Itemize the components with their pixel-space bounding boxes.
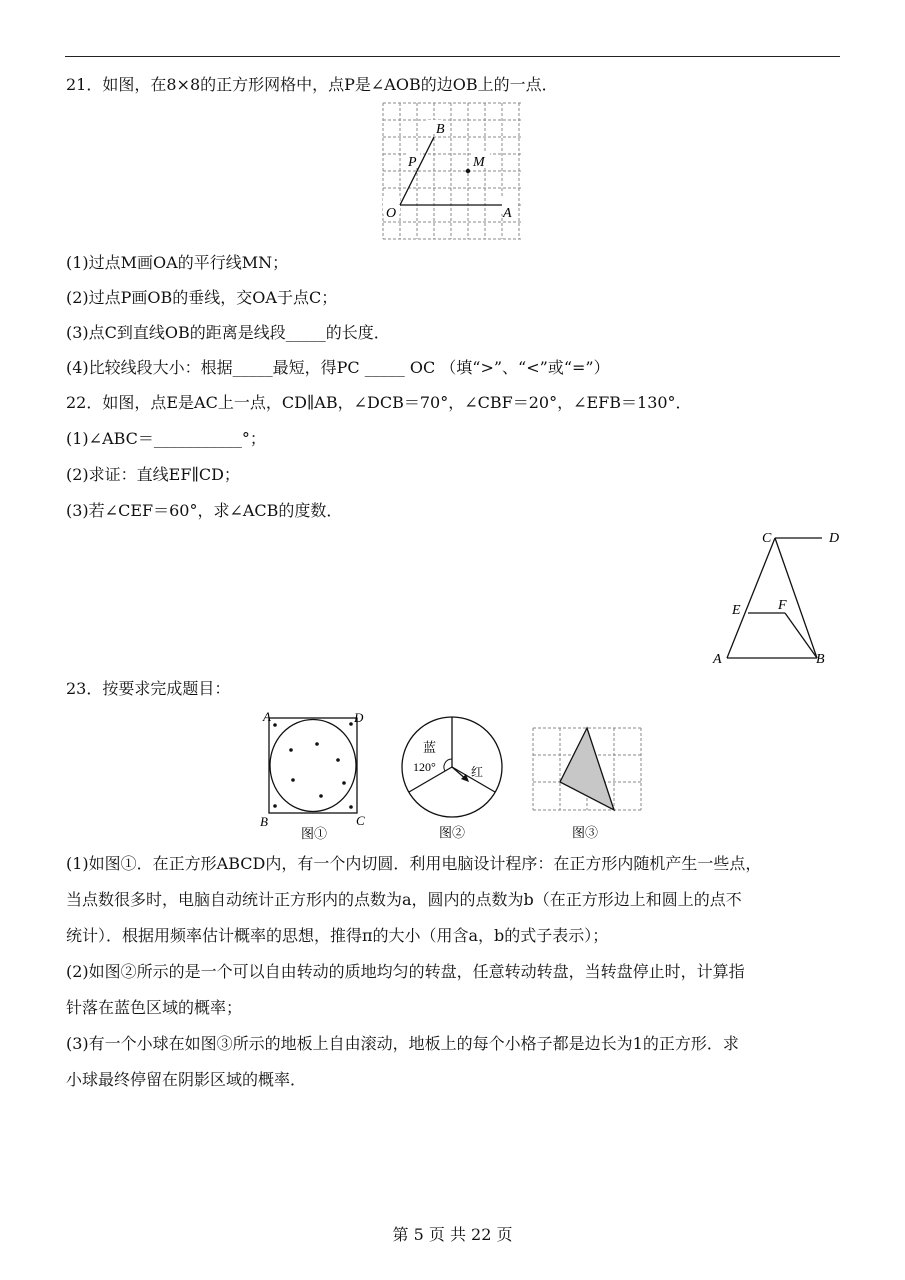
page-footer: 第 5 页 共 22 页 bbox=[392, 1225, 513, 1244]
q21-part2: (2)过点P画OB的垂线，交OA于点C； bbox=[66, 288, 338, 307]
header-rule bbox=[65, 56, 840, 57]
q23-part2-line2: 针落在蓝色区域的概率； bbox=[66, 998, 243, 1017]
fig1-label-b: B bbox=[260, 814, 268, 829]
q23-part1-line1: (1)如图①．在正方形ABCD内，有一个内切圆．利用电脑设计程序：在正方形内随机产生一些点， bbox=[66, 854, 762, 873]
fig2-caption: 图② bbox=[439, 825, 466, 840]
label-f: F bbox=[778, 598, 787, 613]
label-m: M bbox=[473, 155, 485, 170]
q21-part1: (1)过点M画OA的平行线MN； bbox=[66, 253, 289, 272]
label-p: P bbox=[408, 155, 417, 170]
fig1-label-a: A bbox=[263, 709, 271, 724]
q23-part1-line3: 统计）．根据用频率估计概率的思想，推得π的大小（用含a，b的式子表示）； bbox=[66, 926, 609, 945]
q21-grid-figure bbox=[380, 100, 525, 242]
q23-stem: 23．按要求完成题目： bbox=[66, 679, 231, 698]
label-b: B bbox=[436, 122, 445, 137]
shaded-triangle bbox=[560, 728, 614, 810]
label-o: O bbox=[386, 206, 397, 221]
q23-part2-line1: (2)如图②所示的是一个可以自由转动的质地均匀的转盘，任意转动转盘，当转盘停止时，计算指 bbox=[66, 962, 745, 981]
q22-part3: (3)若∠CEF＝60°，求∠ACB的度数． bbox=[66, 501, 343, 520]
q23-part1-line2: 当点数很多时，电脑自动统计正方形内的点数为a，圆内的点数为b（在正方形边上和圆上的点不 bbox=[66, 890, 742, 909]
q22-part2: (2)求证：直线EF∥CD； bbox=[66, 465, 240, 484]
q22-triangle-figure bbox=[705, 525, 855, 670]
label-a: A bbox=[713, 652, 722, 667]
fig1-caption: 图① bbox=[301, 826, 328, 841]
q23-figure-1 bbox=[258, 708, 370, 843]
label-b: B bbox=[816, 652, 825, 667]
fig1-label-c: C bbox=[356, 813, 365, 828]
label-a: A bbox=[503, 206, 512, 221]
q23-part3-line2: 小球最终停留在阴影区域的概率． bbox=[66, 1070, 307, 1089]
angle-label: 120° bbox=[413, 760, 436, 774]
label-e: E bbox=[732, 603, 741, 618]
q21-stem: 21．如图，在8×8的正方形网格中，点P是∠AOB的边OB上的一点． bbox=[66, 75, 558, 94]
q21-part4: (4)比较线段大小：根据_____最短，得PC _____ OC （填“>”、“<”或“=”） bbox=[66, 358, 610, 377]
label-c: C bbox=[762, 531, 772, 546]
fig3-caption: 图③ bbox=[572, 825, 599, 840]
q23-figure-2 bbox=[397, 712, 507, 844]
point-m bbox=[466, 169, 470, 173]
q22-stem: 22．如图，点E是AC上一点，CD∥AB，∠DCB＝70°，∠CBF＝20°，∠EFB＝130°． bbox=[66, 393, 692, 412]
q23-part3-line1: (3)有一个小球在如图③所示的地板上自由滚动，地板上的每个小格子都是边长为1的正方形．求 bbox=[66, 1034, 739, 1053]
q23-figure-3 bbox=[530, 725, 645, 845]
q21-part3: (3)点C到直线OB的距离是线段_____的长度． bbox=[66, 323, 390, 342]
red-label: 红 bbox=[471, 765, 484, 779]
fig1-label-d: D bbox=[354, 710, 364, 725]
blue-label: 蓝 bbox=[423, 740, 437, 755]
label-d: D bbox=[829, 531, 840, 546]
q22-part1: (1)∠ABC＝___________°； bbox=[66, 429, 266, 448]
